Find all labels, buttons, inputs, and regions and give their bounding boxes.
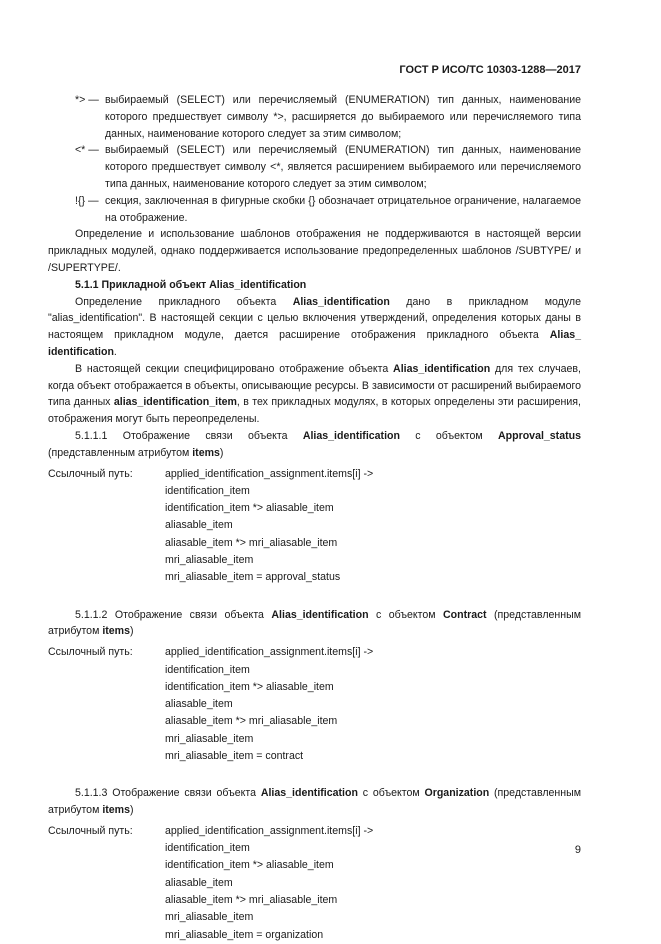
text-run: для тех случаев, когда объект отображается в объекты, описывающие ресурсы. В зависимости от расширений выбираемого типа данных	[48, 362, 581, 409]
path-line: identification_item	[165, 484, 250, 497]
entity-name: Alias_ identification	[48, 329, 581, 358]
definition-item	[48, 193, 581, 227]
path-line: identification_item *> aliasable_item	[165, 502, 334, 515]
text-run: В настоящей секции специфицировано отображение объекта	[75, 362, 394, 375]
text-run: )	[130, 804, 134, 817]
entity-name: Approval_status	[497, 429, 581, 442]
path-line: applied_identification_assignment.items[i] ->	[165, 646, 374, 659]
entity-name: Alias_identification	[302, 429, 400, 442]
text-run: (представленным атрибутом	[48, 608, 581, 638]
definition-symbol: <* —	[75, 144, 99, 157]
reference-path-label: Ссылочный путь:	[48, 824, 133, 837]
definition-item	[48, 92, 581, 142]
text-run: )	[130, 625, 134, 638]
definition-text: выбираемый (SELECT) или перечисляемый (ENUMERATION) тип данных, наименование которого предшествует символу *>, расширяется до выбираемого или перечисляемого типа данных, наименование которого следует за этим символом;	[105, 94, 581, 140]
text-run: с объектом	[357, 787, 425, 800]
text-run: .	[113, 345, 117, 358]
mapping-heading	[48, 428, 581, 462]
path-line: aliasable_item	[165, 519, 233, 532]
definition-symbol: !{} —	[75, 194, 99, 207]
reference-path	[48, 644, 581, 765]
path-line: mri_aliasable_item = contract	[165, 749, 304, 762]
path-line: mri_aliasable_item	[165, 554, 254, 567]
reference-path-lines	[165, 466, 373, 587]
text-run: , в тех прикладных модулях, в которых определены эти расширения, отображения могут быть переопределены.	[48, 396, 581, 426]
reference-path-lines	[165, 644, 373, 765]
entity-name: Alias_identification	[271, 608, 369, 621]
text-run: 5.1.1.3 Отображение связи объекта	[75, 787, 261, 800]
definition-text: выбираемый (SELECT) или перечисляемый (ENUMERATION) тип данных, наименование которого предшествует символу <*, является расширением выбираемого или перечисляемого типа данных, наименование которого следует за этим символом;	[105, 144, 581, 190]
path-line: aliasable_item *> mri_aliasable_item	[165, 894, 338, 907]
attribute-name: items	[192, 446, 220, 459]
definition-symbol: *> —	[75, 94, 99, 106]
entity-name: Alias_identification	[393, 362, 491, 375]
document-body	[48, 92, 581, 944]
text-run: Определение прикладного объекта	[75, 295, 293, 308]
entity-name: alias_identification_item	[113, 396, 237, 409]
mapping-heading	[48, 607, 581, 641]
reference-path	[48, 823, 581, 944]
path-line: identification_item	[165, 663, 250, 676]
text-run: )	[219, 446, 224, 459]
entity-name: Organization	[424, 787, 490, 800]
reference-path-label: Ссылочный путь:	[48, 467, 133, 480]
text-run: с объектом	[399, 429, 498, 442]
reference-path-lines	[165, 823, 373, 944]
entity-name: Alias_identification	[292, 295, 390, 308]
path-line: aliasable_item *> mri_aliasable_item	[165, 536, 338, 549]
paragraph-templates: Определение и использование шаблонов отображения не поддерживаются в настоящей версии прикладных модулей, однако поддерживается использование предопределенных шаблонов /SUBTYPE/ и /SUPERTYPE/.	[48, 228, 581, 274]
reference-path	[48, 466, 581, 587]
document-header: ГОСТ Р ИСО/ТС 10303-1288—2017	[399, 64, 581, 76]
paragraph-specification	[48, 361, 581, 428]
path-line: applied_identification_assignment.items[i] ->	[165, 824, 374, 837]
paragraph-definition	[48, 294, 581, 361]
definition-text: секция, заключенная в фигурные скобки {} обозначает отрицательное ограничение, налагаемое на отображение.	[105, 194, 581, 224]
path-line: mri_aliasable_item	[165, 911, 254, 924]
mapping-heading	[48, 785, 581, 819]
text-run: (представленным атрибутом	[48, 787, 582, 817]
entity-name: Alias_identification	[260, 787, 358, 800]
path-line: identification_item *> aliasable_item	[165, 680, 334, 693]
path-line: aliasable_item *> mri_aliasable_item	[165, 715, 338, 728]
text-run: дано в прикладном модуле "alias_identification". В настоящей секции с целью включения утверждений, определения которых даны в настоящем прикладном модуле, дается расширение отображения прикладного объекта	[48, 295, 581, 342]
path-line: mri_aliasable_item = approval_status	[165, 571, 341, 584]
path-line: mri_aliasable_item = organization	[165, 928, 324, 941]
definition-item	[48, 142, 581, 192]
text-run: 5.1.1.2 Отображение связи объекта	[75, 608, 272, 621]
text-run: (представленным атрибутом	[48, 446, 193, 459]
text-run: с объектом	[368, 608, 443, 621]
reference-path-label: Ссылочный путь:	[48, 646, 133, 659]
path-line: applied_identification_assignment.items[i] ->	[165, 467, 374, 480]
path-line: aliasable_item	[165, 876, 233, 889]
section-title: 5.1.1 Прикладной объект Alias_identification	[75, 278, 307, 291]
path-line: identification_item	[165, 842, 250, 855]
path-line: identification_item *> aliasable_item	[165, 859, 334, 872]
page-number: 9	[574, 844, 581, 856]
attribute-name: items	[102, 625, 130, 638]
text-run: 5.1.1.1 Отображение связи объекта	[75, 429, 303, 442]
path-line: mri_aliasable_item	[165, 732, 254, 745]
path-line: aliasable_item	[165, 698, 233, 711]
attribute-name: items	[102, 804, 130, 817]
entity-name: Contract	[443, 608, 487, 621]
